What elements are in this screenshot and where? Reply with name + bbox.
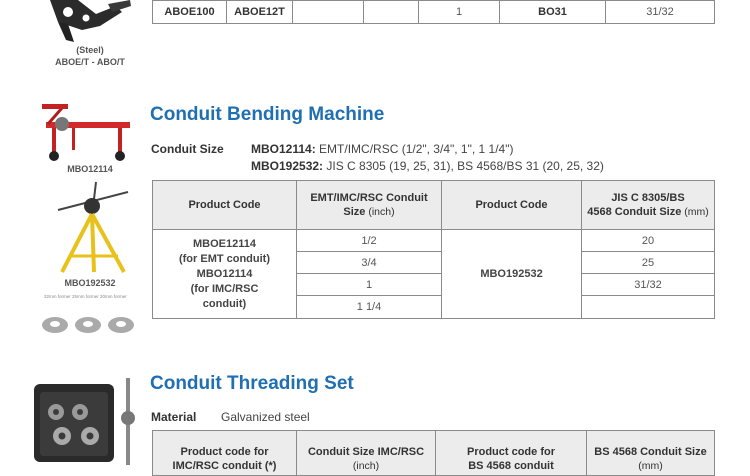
left-code-line: MBOE12114 [193,237,256,250]
material-value: Galvanized steel [221,410,310,424]
header-emt-unit: (inch) [365,206,395,218]
table-cell: 1 [419,1,500,24]
header-bs-size-line1: BS 4568 Conduit Size [594,446,707,458]
table-cell: ABOE12T [227,1,293,24]
conduit-size-label: Conduit Size [151,142,224,156]
header-bs-code-line1: Product code for [466,446,555,458]
header-product-code-2: Product Code [442,181,582,230]
bending-title: Conduit Bending Machine [150,104,385,125]
left-code-line: MBO12114 [196,267,253,280]
header-bs-size-line2: (mm) [638,460,663,472]
header-jis-line1: JIS C 8305/BS [611,192,685,204]
jis-size-cell: 20 [582,230,715,252]
jis-size-cell [582,296,715,319]
left-product-codes [153,230,297,319]
steel-caption [40,44,140,68]
bending-machine-red-image [42,100,134,162]
left-code-line: conduit) [202,297,247,310]
bending-machine-yellow-image [48,180,138,276]
table-header-row [153,181,715,230]
material-label: Material [151,410,197,424]
threading-set-image [32,376,138,465]
bender-steel-image [38,0,133,45]
header-emt-size-word: Size [343,206,366,218]
table-cell [293,1,364,24]
jis-size-cell: 25 [582,252,715,274]
steel-caption-line1: (Steel) [76,45,104,55]
header-bs-code-line2: BS 4568 conduit [468,460,554,472]
header-imc-size-line1: Conduit Size IMC/RSC [307,446,425,458]
mbo192532-caption: MBO192532 [64,278,116,288]
header-imc-size [297,431,436,476]
emt-size-cell: 1 1/4 [297,296,442,319]
size-code-2: MBO192532: [251,159,324,173]
left-code-line: (for IMC/RSC [190,282,259,295]
header-emt-size [297,181,442,230]
header-jis-size-word: 4568 Conduit Size [587,206,682,218]
header-imc-code [153,431,297,476]
conduit-size-line2 [251,159,604,173]
header-jis-unit: (mm) [681,206,709,218]
header-emt-line1: EMT/IMC/RSC Conduit [310,192,428,204]
emt-size-cell: 1/2 [297,230,442,252]
emt-size-cell: 3/4 [297,252,442,274]
table-cell: 31/32 [606,1,715,24]
header-jis-size [582,181,715,230]
header-bs-code [436,431,587,476]
formers-image [40,312,136,338]
bending-table [152,180,715,319]
table-cell [364,1,419,24]
header-bs-size [587,431,715,476]
header-imc-code-line1: Product code for [180,446,269,458]
jis-size-cell: 31/32 [582,274,715,296]
header-imc-size-line2: (inch) [352,460,380,472]
table-cell: BO31 [500,1,606,24]
size-code-1: MBO12114: [251,142,316,156]
right-product-code: MBO192532 [442,230,582,319]
header-jis-line2 [582,205,714,219]
left-code-line: (for EMT conduit) [178,252,271,265]
steel-caption-line2: ABOE/T - ABO/T [55,57,125,67]
header-imc-code-line2: IMC/RSC conduit (*) [172,460,277,472]
header-emt-line2 [297,205,441,219]
threading-table [152,430,715,476]
mbo12114-caption: MBO12114 [67,164,113,174]
formers-caption: 32mm former 25mm former 20mm former [44,294,127,299]
table-row [153,230,715,252]
size-text-1: EMT/IMC/RSC (1/2", 3/4", 1", 1 1/4") [315,142,514,156]
table-cell: ABOE100 [153,1,227,24]
top-table [152,0,715,24]
table-row [153,1,715,24]
conduit-size-line1 [251,142,513,156]
emt-size-cell: 1 [297,274,442,296]
table-header-row [153,431,715,476]
size-text-2: JIS C 8305 (19, 25, 31), BS 4568/BS 31 (20, 25, 32) [323,159,604,173]
threading-title: Conduit Threading Set [150,373,354,394]
header-product-code: Product Code [153,181,297,230]
